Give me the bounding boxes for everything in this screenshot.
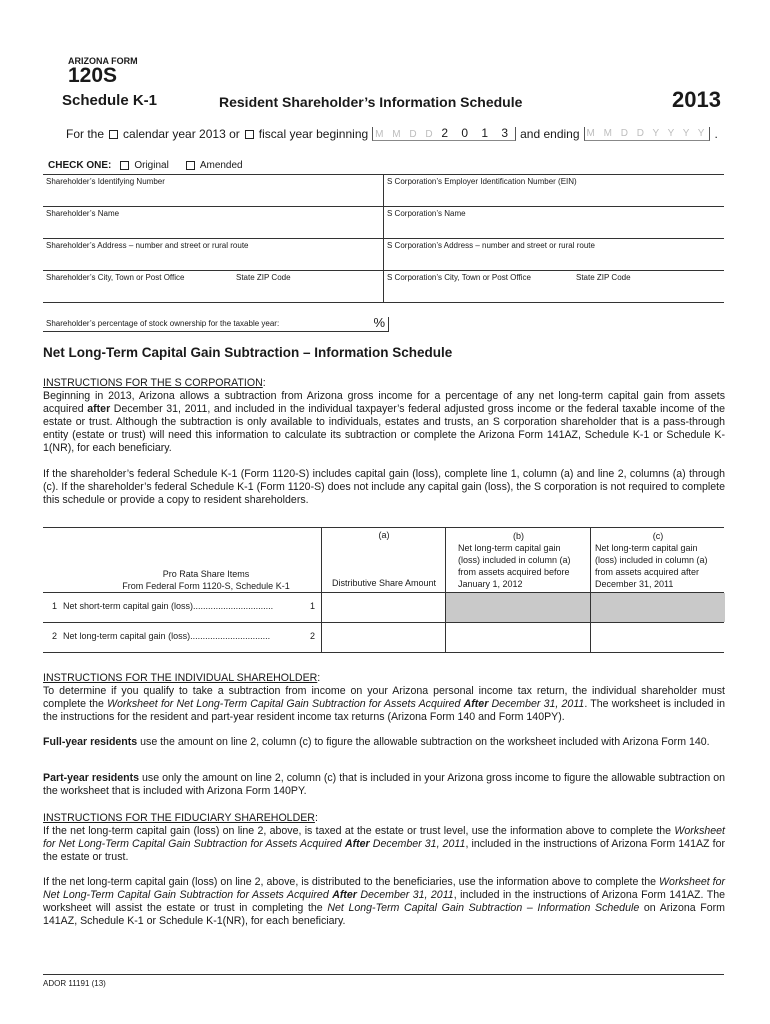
info-row-city — [43, 271, 724, 303]
form-number: 120S — [68, 64, 118, 87]
full-year-residents-label: Full-year residents — [43, 736, 138, 748]
column-b-header — [445, 528, 591, 592]
check-one-row — [48, 160, 243, 171]
corp-city-field[interactable] — [384, 271, 724, 302]
ein-field[interactable] — [384, 175, 724, 206]
fiscal-end-date-field[interactable] — [584, 127, 711, 141]
shareholder-id-field[interactable] — [43, 175, 384, 206]
column-b-letter: (b) — [513, 531, 524, 541]
short-term-column-b-shaded — [445, 593, 591, 622]
amended-checkbox[interactable] — [186, 161, 195, 170]
row-1-description — [52, 601, 273, 611]
row-2-desc-text: Net long-term capital gain (loss)................................ — [63, 631, 271, 641]
fiduciary-p1-text-cont: , included in the instructions of Arizona Form 141AZ for the estate or trust. — [43, 838, 725, 863]
shareholder-id-label: Shareholder’s Identifying Number — [46, 177, 165, 186]
full-year-residents-paragraph — [43, 736, 725, 749]
corp-name-label: S Corporation’s Name — [387, 209, 466, 218]
column-c-line4: December 31, 2011 — [595, 579, 674, 589]
individual-p1-text-cont: . The worksheet is included in the instructions for the resident and part-year resident income tax returns (Arizona Form 140 and Form 140PY). — [43, 698, 725, 723]
s-corp-p1-text-cont: December 31, 2011, and included in the individual taxpayer’s federal adjusted gross income or the federal taxable income of the estate or trust. Although the subtraction is only available to individuals, estates and trusts, an S corporation shareholder that is a pass-through entity (estate or trust) will need this information to calculate its subtraction or complete the Arizona Form 141AZ, Schedule K-1 or Schedule K-1(NR), for each beneficiary. — [43, 403, 725, 454]
short-term-column-c-shaded — [590, 593, 725, 622]
row-1-line-number: 1 — [309, 601, 315, 611]
amended-label: Amended — [199, 160, 243, 171]
period-end-mark: . — [714, 127, 718, 141]
column-a-header — [321, 528, 446, 592]
info-row-name — [43, 207, 724, 239]
fiduciary-heading: INSTRUCTIONS FOR THE FIDUCIARY SHAREHOLDER — [43, 812, 315, 824]
row-1-desc-text: Net short-term capital gain (loss)................................ — [63, 601, 274, 611]
form-label: ARIZONA FORM — [68, 56, 138, 66]
fiscal-year-label: fiscal year beginning — [258, 127, 369, 141]
s-corp-p1-text: Beginning in 2013, Arizona allows a subtraction from Arizona gross income for a percentage of any net long-term capital gain from assets acquired — [43, 390, 725, 415]
s-corp-instructions — [43, 377, 725, 455]
column-c-header — [590, 528, 725, 592]
footer-divider — [43, 974, 724, 975]
shareholder-city-label: Shareholder’s City, Town or Post Office — [46, 273, 185, 282]
part-year-residents-text: use only the amount on line 2, column (c) that is included in your Arizona gross income to figure the allowable subtraction on the worksheet that is included with Arizona Form 140PY. — [43, 772, 726, 797]
calendar-year-label: calendar year 2013 or — [123, 127, 240, 141]
shareholder-address-field[interactable] — [43, 239, 384, 270]
column-c-line2: (loss) included in column (a) — [595, 555, 708, 565]
column-c-letter: (c) — [652, 531, 664, 541]
shareholder-state-zip-label: State ZIP Code — [236, 273, 291, 282]
row-2-number: 2 — [52, 631, 58, 641]
fiduciary-p2-text-cont: , included in the instructions of Arizona Form 141AZ. The worksheet will assist the estate or trust in completing the — [43, 889, 725, 914]
fiduciary-heading-colon: : — [314, 812, 318, 824]
fiduciary-p1-after: After — [344, 838, 370, 850]
individual-heading: INSTRUCTIONS FOR THE INDIVIDUAL SHAREHOLDER — [43, 672, 318, 684]
table-row-short-term — [43, 593, 724, 623]
ownership-percentage-label: Shareholder’s percentage of stock ownership for the taxable year: — [46, 319, 280, 328]
ein-label: S Corporation’s Employer Identification Number (EIN) — [387, 177, 577, 186]
part-year-residents-paragraph — [43, 772, 725, 798]
column-c-line1: Net long-term capital gain — [595, 543, 698, 553]
fiduciary-p2-schedule-name: Net Long-Term Capital Gain Subtraction – Information Schedule — [327, 902, 640, 914]
s-corp-heading: INSTRUCTIONS FOR THE S CORPORATION — [43, 377, 263, 389]
individual-p1-worksheet: Worksheet for Net Long-Term Capital Gain Subtraction for Assets Acquired — [107, 698, 464, 710]
fiduciary-p1-worksheet: Worksheet for Net Long-Term Capital Gain Subtraction for Assets Acquired — [43, 825, 725, 850]
individual-instructions — [43, 672, 725, 724]
fiduciary-p2-after: After — [332, 889, 357, 901]
shareholder-city-field[interactable] — [43, 271, 384, 302]
pro-rata-items-line2: From Federal Form 1120-S, Schedule K-1 — [122, 581, 290, 591]
individual-p1-text: To determine if you qualify to take a subtraction from income on your Arizona personal income tax return, the individual shareholder must complete the — [43, 685, 725, 710]
schedule-label: Schedule K-1 — [62, 92, 158, 109]
long-term-column-b-field[interactable] — [445, 623, 591, 652]
fiduciary-p2-date: December 31, 2011 — [356, 889, 454, 901]
corp-state-zip-label: State ZIP Code — [576, 273, 631, 282]
section-title: Net Long-Term Capital Gain Subtraction – Information Schedule — [43, 345, 453, 360]
begin-year-value: 2 0 1 3 — [441, 126, 514, 140]
for-the-label: For the — [66, 127, 105, 141]
corp-address-label: S Corporation’s Address – number and street or rural route — [387, 241, 595, 250]
percent-symbol: % — [373, 315, 385, 330]
long-term-column-a-field[interactable] — [321, 623, 446, 652]
fiduciary-p2-text-end: on Arizona Form 141AZ, Schedule K-1 or Schedule K-1(NR), for each beneficiary. — [43, 902, 725, 927]
corp-address-field[interactable] — [384, 239, 724, 270]
s-corp-paragraph-2: If the shareholder’s federal Schedule K-1 (Form 1120-S) includes capital gain (loss), complete line 1, column (a) and line 2, columns (a) through (c). If the shareholder’s federal Schedule K-1 (Form 1120-S) does not include any capital gain (loss), the S corporation is not required to complete this schedule or provide a copy to resident shareholders. — [43, 468, 725, 506]
individual-heading-colon: : — [317, 672, 321, 684]
fiduciary-p2-text: If the net long-term capital gain (loss) on line 2, above, is distributed to the beneficiaries, use the information above to complete the — [43, 876, 660, 888]
fiduciary-paragraph-2 — [43, 876, 725, 928]
column-c-line3: from assets acquired after — [595, 567, 700, 577]
column-a-letter: (a) — [378, 530, 390, 540]
tax-year: 2013 — [672, 87, 721, 112]
info-row-address — [43, 239, 724, 271]
long-term-column-c-field[interactable] — [590, 623, 725, 652]
page-title: Resident Shareholder’s Information Schedule — [219, 94, 523, 110]
capital-gain-table-header — [43, 527, 724, 593]
row-1-number: 1 — [52, 601, 58, 611]
row-2-line-number: 2 — [309, 631, 315, 641]
fiscal-begin-date-field[interactable] — [372, 127, 516, 141]
fiscal-year-checkbox[interactable] — [245, 130, 254, 139]
shareholder-name-label: Shareholder’s Name — [46, 209, 120, 218]
column-b-line1: Net long-term capital gain — [458, 543, 561, 553]
shareholder-address-label: Shareholder’s Address – number and street or rural route — [46, 241, 249, 250]
and-ending-label: and ending — [520, 127, 580, 141]
column-b-line3: from assets acquired before — [458, 567, 570, 577]
ownership-percentage-field[interactable] — [43, 317, 389, 332]
fiduciary-p1-date: December 31, 2011 — [369, 838, 466, 850]
fiduciary-p1-text: If the net long-term capital gain (loss) on line 2, above, is taxed at the estate or trust level, use the information above to complete the — [43, 825, 675, 837]
original-label: Original — [134, 160, 169, 171]
begin-date-placeholder: M M D D — [375, 129, 436, 140]
table-row-long-term — [43, 623, 724, 653]
fiduciary-p2-worksheet: Worksheet for Net Long-Term Capital Gain Subtraction for Assets Acquired — [43, 876, 726, 901]
individual-p1-date: December 31, 2011 — [488, 698, 585, 710]
capital-gain-table — [43, 527, 724, 653]
corp-city-label: S Corporation’s City, Town or Post Office — [387, 273, 531, 282]
row-2-description — [52, 631, 270, 641]
pro-rata-items-header — [96, 568, 316, 592]
part-year-residents-label: Part-year residents — [43, 772, 140, 784]
short-term-column-a-field[interactable] — [321, 593, 446, 622]
tax-period-row — [66, 127, 718, 141]
shareholder-name-field[interactable] — [43, 207, 384, 238]
s-corp-p1-emphasis: after — [87, 403, 111, 415]
full-year-residents-text: use the amount on line 2, column (c) to figure the allowable subtraction on the worksheet included with Arizona Form 140. — [137, 736, 710, 748]
column-a-label: Distributive Share Amount — [331, 578, 437, 588]
info-row-id — [43, 175, 724, 207]
column-b-line4: January 1, 2012 — [458, 579, 523, 589]
end-date-placeholder: M M D D Y Y Y Y — [586, 128, 708, 139]
form-footer-code: ADOR 11191 (13) — [43, 979, 106, 988]
check-one-label: CHECK ONE: — [48, 160, 112, 171]
fiduciary-instructions — [43, 812, 725, 864]
s-corp-heading-colon: : — [262, 377, 266, 389]
calendar-year-checkbox[interactable] — [109, 130, 118, 139]
individual-p1-after: After — [463, 698, 489, 710]
pro-rata-items-line1: Pro Rata Share Items — [162, 569, 250, 579]
column-b-line2: (loss) included in column (a) — [458, 555, 571, 565]
shareholder-info-table — [43, 174, 724, 303]
original-checkbox[interactable] — [120, 161, 129, 170]
corp-name-field[interactable] — [384, 207, 724, 238]
